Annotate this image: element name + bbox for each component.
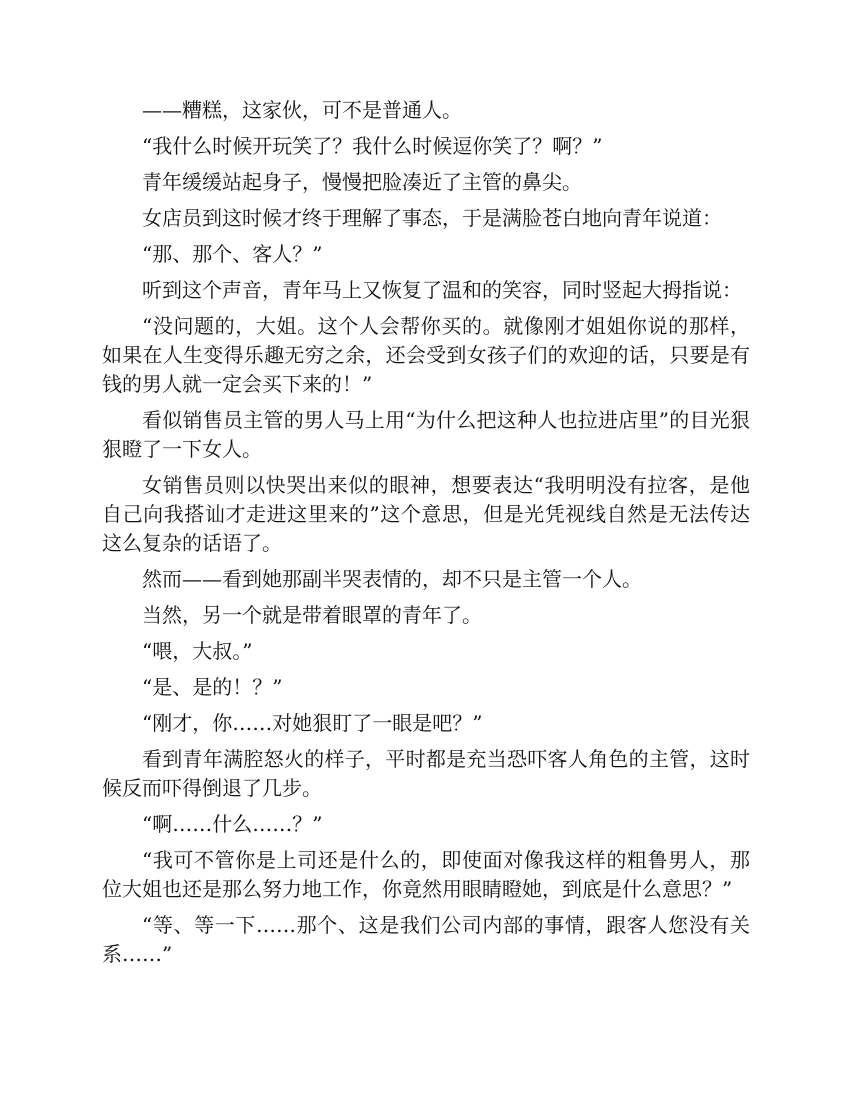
paragraph: “是、是的！？” bbox=[142, 675, 283, 699]
paragraph: “没问题的，大姐。这个人会帮你买的。就像刚才姐姐你说的那样，如果在人生变得乐趣无穷之余，还会受到女孩子们的欢迎的话，只要是有钱的男人就一定会买下来的！” bbox=[102, 314, 750, 396]
paragraph: 然而——看到她那副半哭表情的，却不只是主管一个人。 bbox=[142, 567, 642, 591]
paragraph: “刚才，你……对她狠盯了一眼是吧？” bbox=[142, 711, 483, 735]
paragraph: “喂，大叔。” bbox=[142, 639, 253, 663]
paragraph: 女销售员则以快哭出来似的眼神，想要表达“我明明没有拉客，是他自己向我搭讪才走进这里来的”这个意思，但是光凭视线自然是无法传达这么复杂的话语了。 bbox=[102, 473, 750, 555]
paragraph: “等、等一下……那个、这是我们公司内部的事情，跟客人您没有关系……” bbox=[102, 913, 750, 966]
paragraph: 当然，另一个就是带着眼罩的青年了。 bbox=[142, 603, 482, 627]
body-text bbox=[102, 96, 750, 976]
paragraph: 看到青年满腔怒火的样子，平时都是充当恐吓客人角色的主管，这时候反而吓得倒退了几步。 bbox=[102, 747, 750, 800]
paragraph: “那、那个、客人？” bbox=[142, 242, 323, 266]
paragraph: “我什么时候开玩笑了？我什么时候逗你笑了？啊？” bbox=[142, 134, 603, 158]
paragraph: ——糟糕，这家伙，可不是普通人。 bbox=[142, 98, 462, 122]
paragraph: 听到这个声音，青年马上又恢复了温和的笑容，同时竖起大拇指说： bbox=[142, 278, 742, 302]
paragraph: “我可不管你是上司还是什么的，即使面对像我这样的粗鲁男人，那位大姐也还是那么努力地工作，你竟然用眼睛瞪她，到底是什么意思？” bbox=[102, 848, 750, 901]
paragraph: 青年缓缓站起身子，慢慢把脸凑近了主管的鼻尖。 bbox=[142, 170, 582, 194]
paragraph: 女店员到这时候才终于理解了事态，于是满脸苍白地向青年说道： bbox=[142, 206, 722, 230]
paragraph: 看似销售员主管的男人马上用“为什么把这种人也拉进店里”的目光狠狠瞪了一下女人。 bbox=[102, 408, 750, 461]
paragraph: “啊……什么……？” bbox=[142, 812, 323, 836]
